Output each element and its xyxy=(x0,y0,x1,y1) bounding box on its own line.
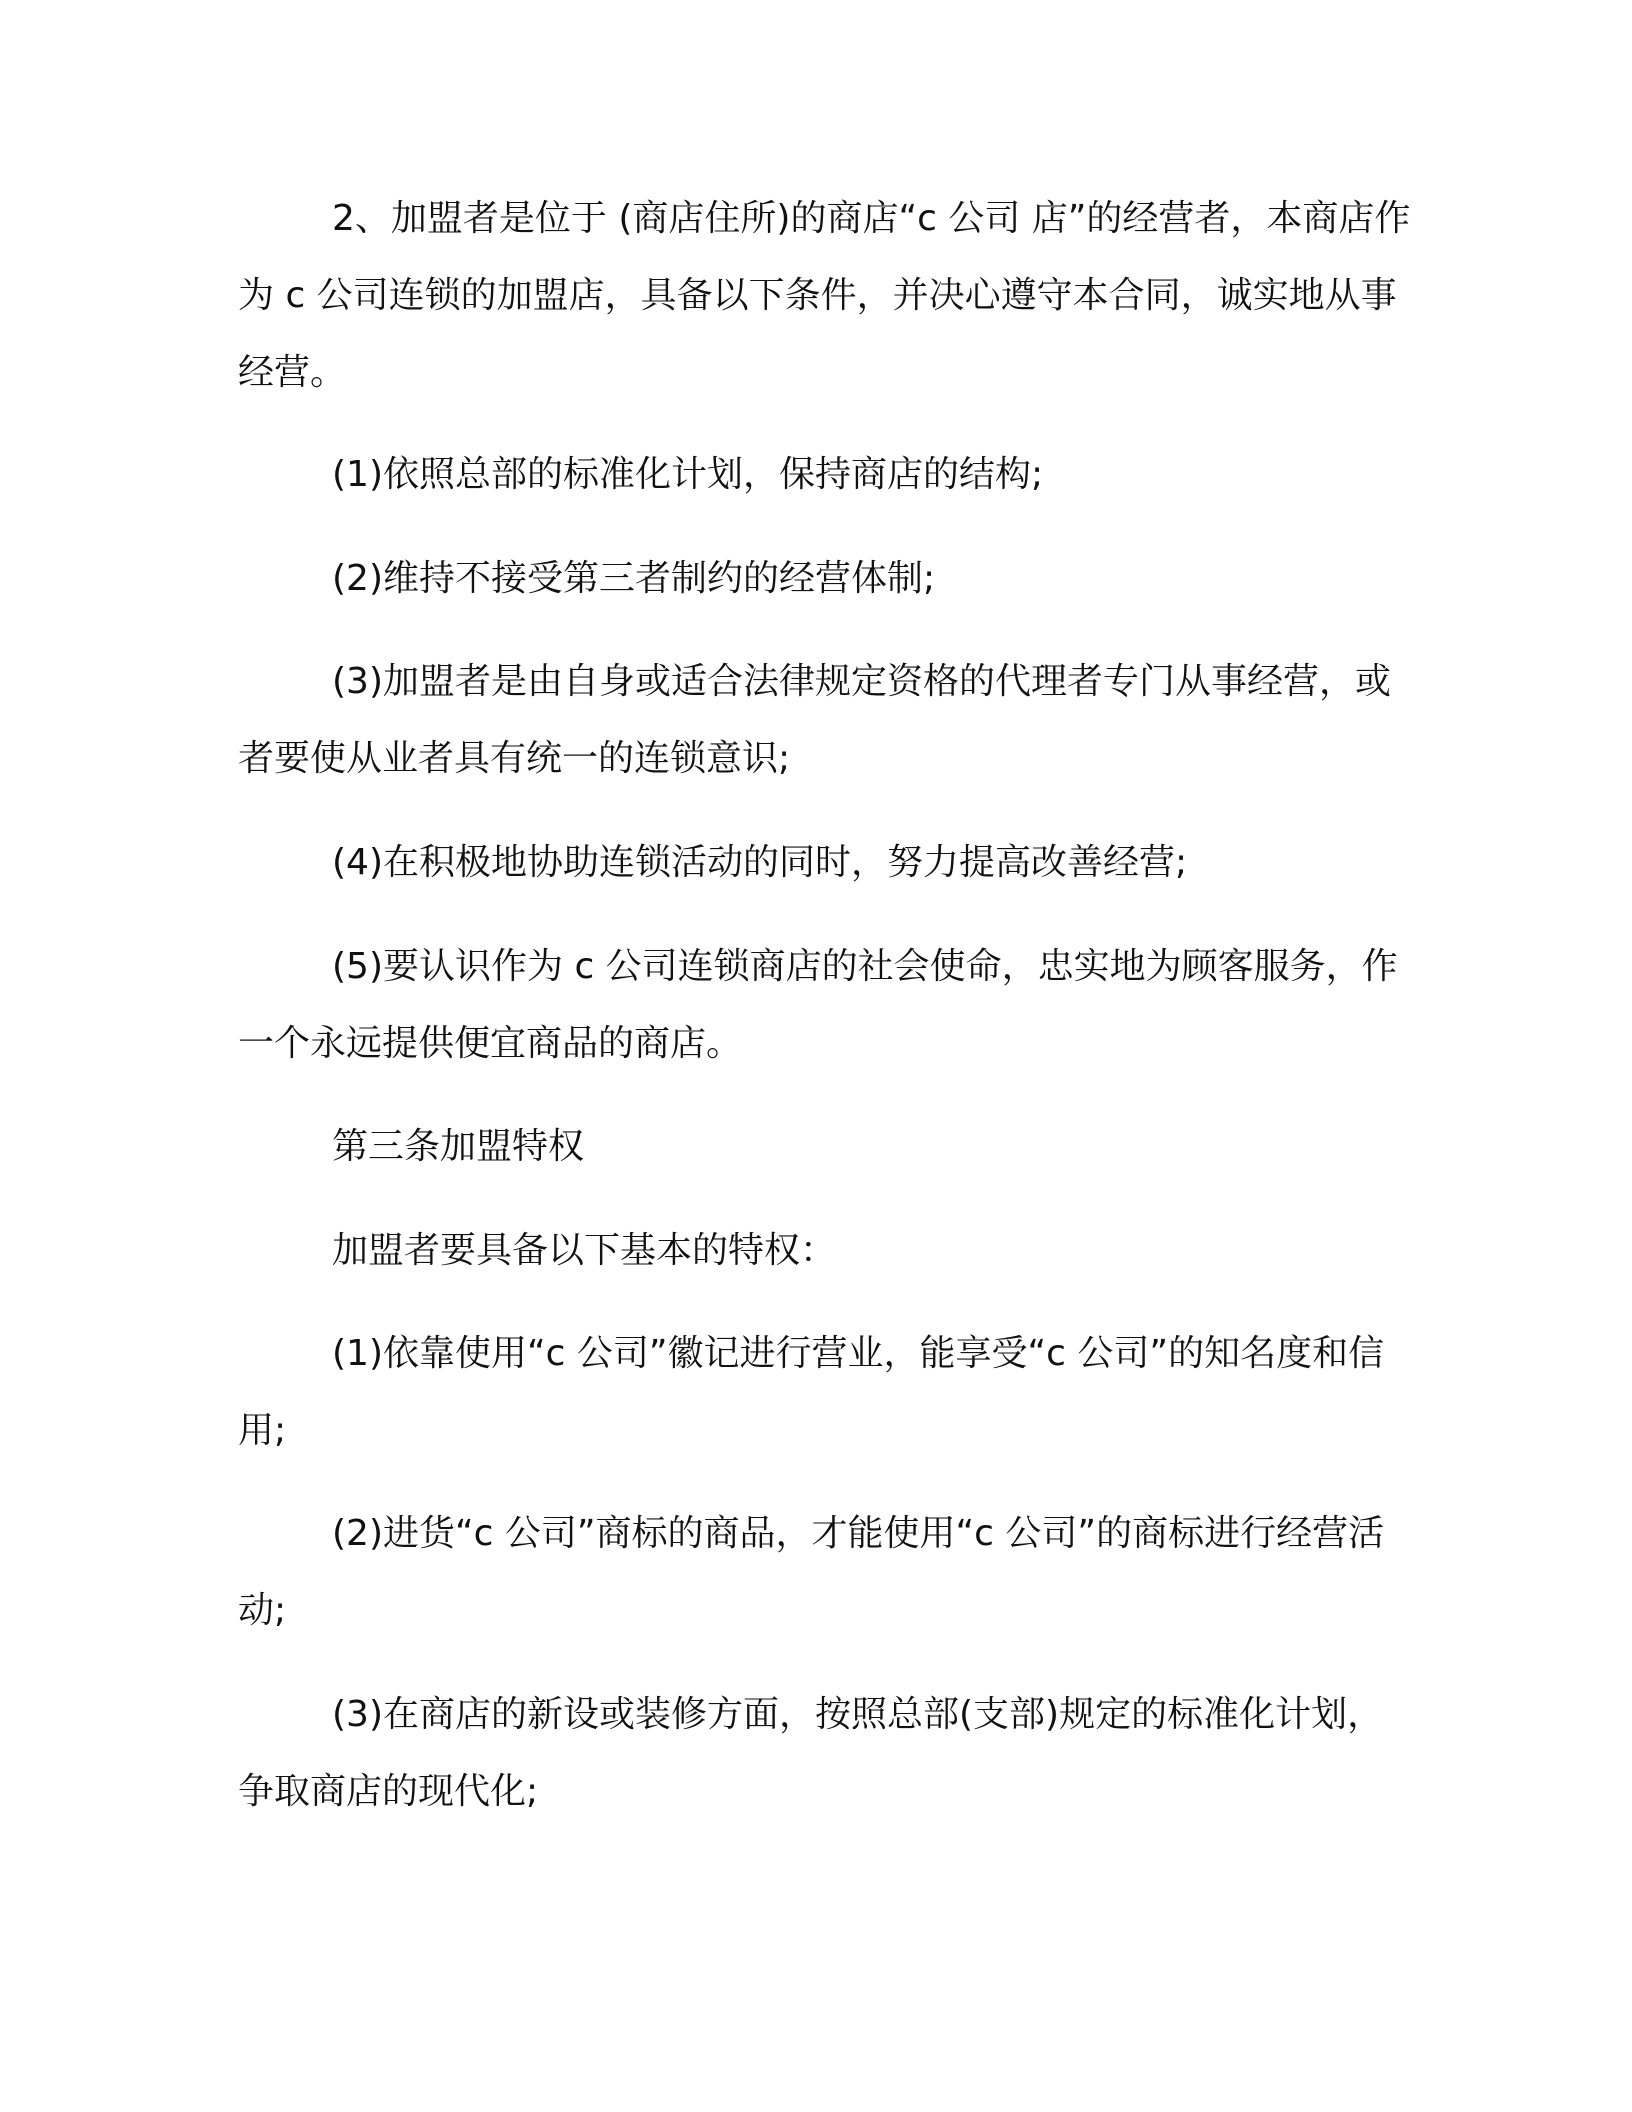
privilege-item-3: (3)在商店的新设或装修方面，按照总部(支部)规定的标准化计划，争取商店的现代化; xyxy=(238,1694,1384,1812)
section-heading-article-3: 第三条加盟特权 xyxy=(332,1126,585,1167)
paragraph-franchisee-conditions: 2、加盟者是位于 (商店住所)的商店“c 公司 店”的经营者，本商店作为 c 公司连锁的加盟店，具备以下条件，并决心遵守本合同，诚实地从事经营。 xyxy=(238,198,1411,393)
privilege-item-2: (2)进货“c 公司”商标的商品，才能使用“c 公司”的商标进行经营活动; xyxy=(238,1513,1385,1631)
condition-item-3: (3)加盟者是由自身或适合法律规定资格的代理者专门从事经营，或者要使从业者具有统一的连锁意识; xyxy=(238,661,1391,779)
condition-item-2: (2)维持不接受第三者制约的经营体制; xyxy=(332,558,936,599)
privileges-intro: 加盟者要具备以下基本的特权： xyxy=(332,1230,837,1271)
condition-item-5: (5)要认识作为 c 公司连锁商店的社会使命，忠实地为顾客服务，作一个永远提供便宜商品的商店。 xyxy=(238,946,1398,1064)
condition-item-4: (4)在积极地协助连锁活动的同时，努力提高改善经营; xyxy=(332,842,1188,883)
condition-item-1: (1)依照总部的标准化计划，保持商店的结构; xyxy=(332,454,1044,495)
privilege-item-1: (1)依靠使用“c 公司”徽记进行营业，能享受“c 公司”的知名度和信用; xyxy=(238,1333,1385,1451)
